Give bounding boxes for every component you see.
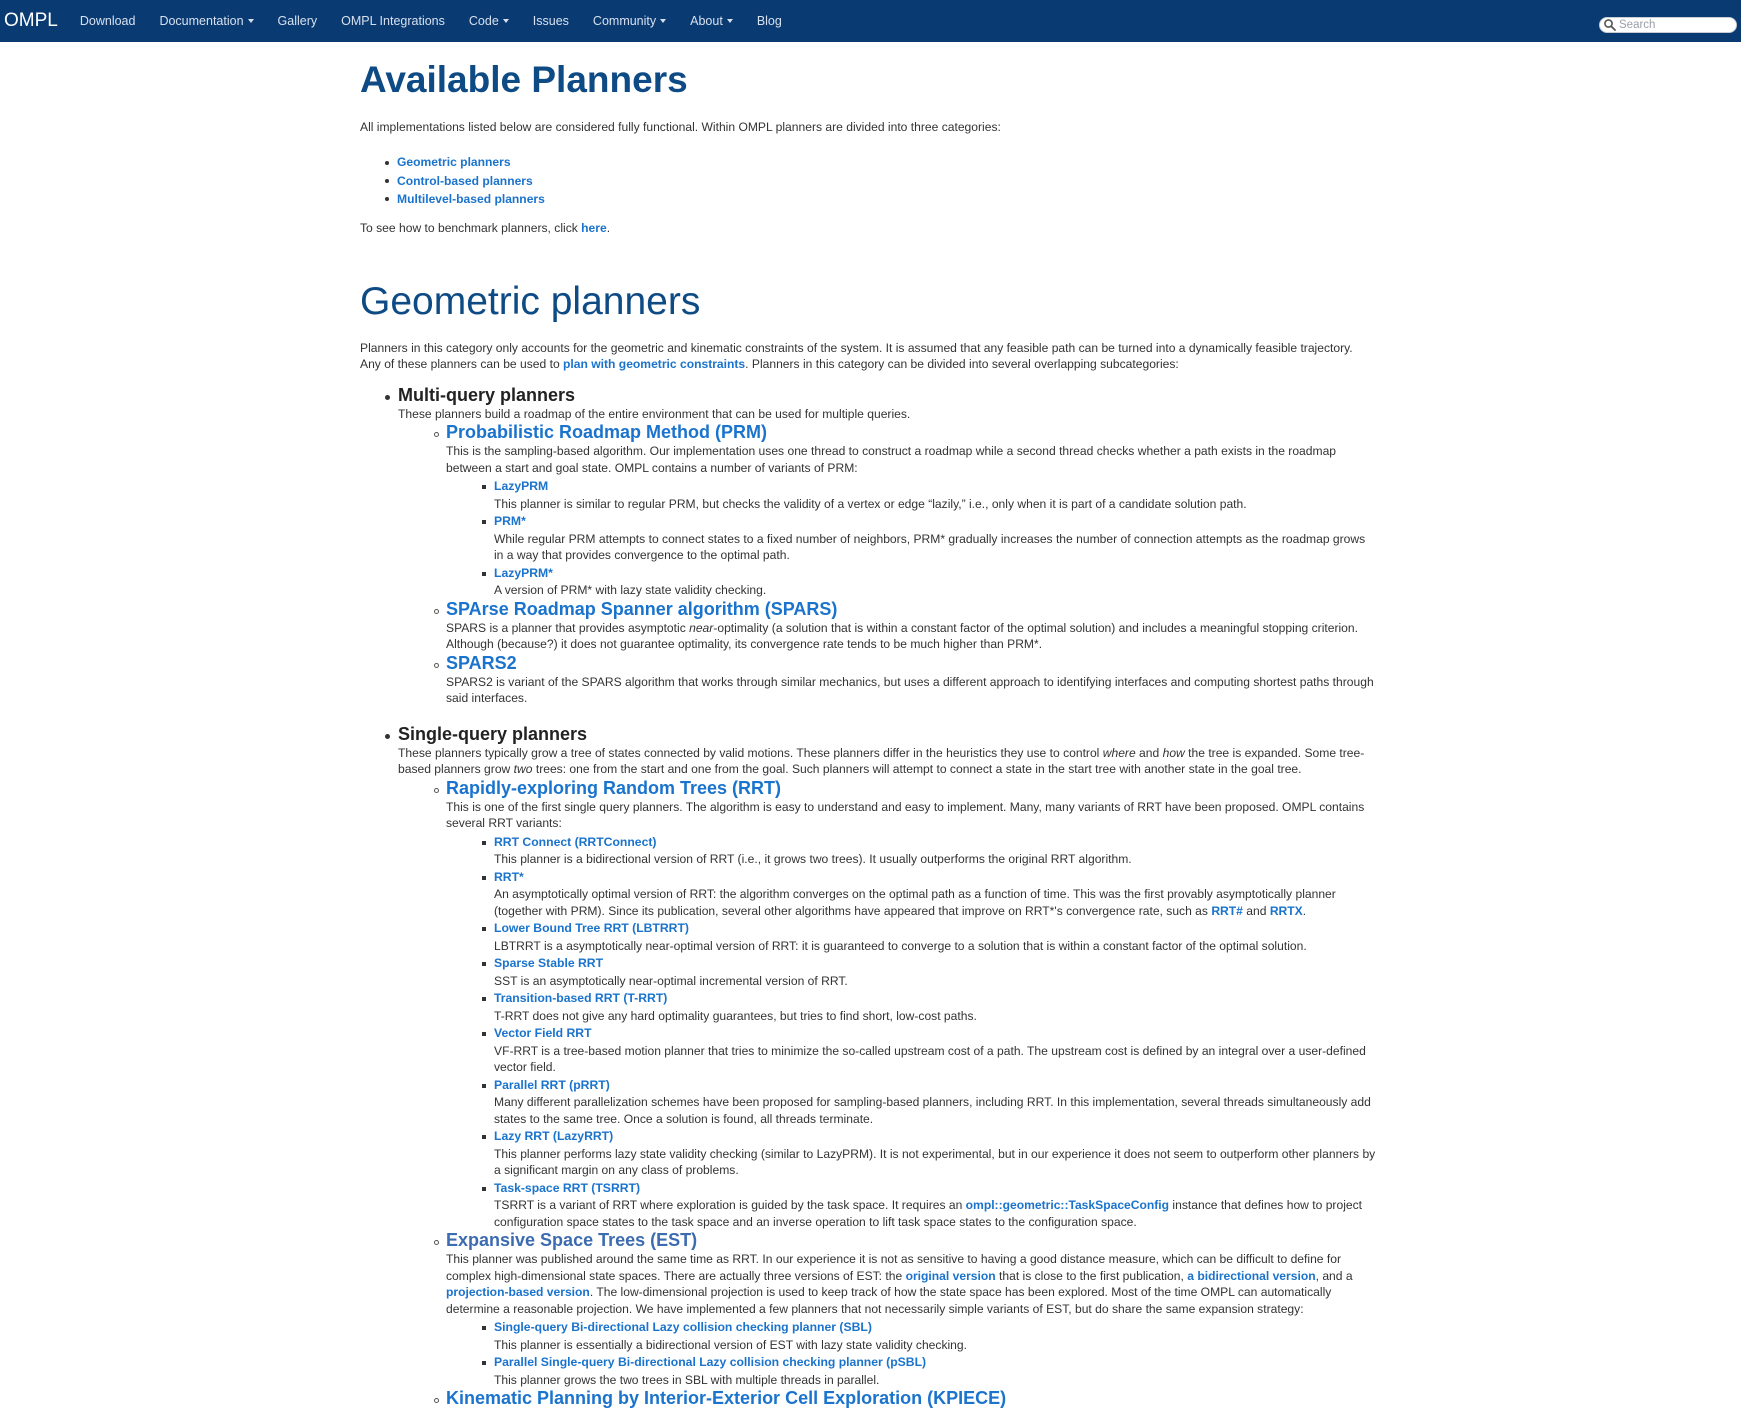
desc-emphasis: where	[1102, 745, 1136, 760]
bullet	[385, 161, 389, 165]
lazyprmstar-link[interactable]: LazyPRM*	[494, 565, 553, 580]
rrtx-link[interactable]: RRTX	[1269, 903, 1303, 918]
circle-bullet	[434, 432, 439, 437]
toc-item	[385, 172, 1376, 190]
square-bullet	[482, 841, 486, 845]
planner-spars2	[434, 653, 1376, 707]
bullet	[385, 197, 389, 201]
desc-emphasis: how	[1162, 745, 1185, 760]
nav-label: Gallery	[277, 14, 318, 28]
rrtsharp-link[interactable]: RRT#	[1211, 903, 1243, 918]
nav-label: About	[690, 14, 723, 28]
planner-spars	[434, 599, 1376, 653]
bullet	[385, 179, 389, 183]
square-bullet	[482, 1135, 486, 1139]
variant-desc: This planner is a bidirectional version of RRT (i.e., it grows two trees). It usually outperforms the original RRT algorithm.	[494, 852, 1132, 867]
geometric-desc	[360, 340, 1376, 373]
toc-link-geometric[interactable]: Geometric planners	[397, 155, 511, 170]
nav-issues[interactable]	[533, 14, 569, 28]
variant-desc: LBTRRT is a asymptotically near-optimal version of RRT: it is guaranteed to converge to a solution that is within a constant factor of the optimal solution.	[494, 938, 1307, 953]
desc-text: These planners typically grow a tree of states connected by valid motions. These planners differ in the heuristics they use to control	[398, 745, 1103, 760]
benchmark-text	[360, 220, 1376, 237]
variant-vfrrt	[482, 1025, 1376, 1076]
est-desc	[446, 1251, 1376, 1317]
square-bullet	[482, 572, 486, 576]
desc-text: and	[1242, 903, 1270, 918]
variant-desc: Many different parallelization schemes have been proposed for sampling-based planners, including RRT. In this implementation, several threads simultaneously add states to the same tree. Once a solution is found, all threads terminate.	[494, 1095, 1371, 1126]
variant-prrt	[482, 1077, 1376, 1128]
square-bullet	[482, 1361, 486, 1365]
lazyrrt-link[interactable]: Lazy RRT (LazyRRT)	[494, 1129, 614, 1144]
intro-text: All implementations listed below are considered fully functional. Within OMPL planners are divided into three categories:	[360, 120, 1001, 134]
psbl-link[interactable]: Parallel Single-query Bi-directional Lazy collision checking planner (pSBL)	[494, 1355, 927, 1370]
desc-text: This planner was published around the same time as RRT. In our experience it is not as sensitive to having a good distance measure, which can be difficult to define for complex high-dimensional state spaces. There are actually three versions of EST: the	[446, 1252, 1341, 1283]
variant-desc: This planner performs lazy state validity checking (similar to LazyPRM). It is not experimental, but in our experience it does not seem to outperform other planners by a significant margin on any class of problems.	[494, 1146, 1376, 1178]
rrt-link[interactable]: Rapidly-exploring Random Trees (RRT)	[446, 777, 782, 798]
caret-down-icon	[248, 19, 254, 23]
desc-text: that is close to the first publication,	[995, 1268, 1188, 1283]
variant-desc: This planner grows the two trees in SBL with multiple threads in parallel.	[494, 1372, 880, 1387]
planner-rrt	[434, 778, 1376, 1231]
benchmark-prefix: To see how to benchmark planners, click	[360, 221, 582, 236]
desc-emphasis: two	[513, 762, 533, 777]
page-title: Available Planners	[360, 59, 688, 100]
benchmark-link[interactable]: here	[581, 221, 607, 236]
variant-sst	[482, 955, 1376, 989]
rrtconnect-link[interactable]: RRT Connect (RRTConnect)	[494, 834, 657, 849]
desc-text: An asymptotically optimal version of RRT: the algorithm converges on the optimal path as a function of time. This was the first provably asymptotically planner (together with PRM). Since its publication, several other algorithms have appeared that improve on RRT*'s convergence rate, such as	[494, 887, 1336, 918]
square-bullet	[482, 927, 486, 931]
desc-text: SPARS is a planner that provides asymptotic	[446, 620, 690, 635]
square-bullet	[482, 485, 486, 489]
desc-text: Planners in this category only accounts for the geometric and kinematic constraints of the system. It is assumed that any feasible path can be turned into a dynamically feasible trajectory. Any of these planners can be used to	[360, 340, 1353, 372]
lazyprm-link[interactable]: LazyPRM	[494, 479, 549, 494]
circle-bullet	[434, 1240, 439, 1245]
bullet	[385, 395, 390, 400]
desc-text: . The low-dimensional projection is used to keep track of how the state space has been explored. Most of the time OMPL can automatically determine a reasonable projection. We have implemented a few planners that not necessarily simple variants of EST, but do share the same expansion strategy:	[446, 1285, 1332, 1316]
est-projection-link[interactable]: projection-based version	[446, 1285, 590, 1300]
square-bullet	[482, 1032, 486, 1036]
prrt-link[interactable]: Parallel RRT (pRRT)	[494, 1077, 610, 1092]
variant-desc: T-RRT does not give any hard optimality guarantees, but tries to find short, low-cost paths.	[494, 1008, 977, 1023]
nav-label: Blog	[756, 14, 782, 28]
variant-desc: VF-RRT is a tree-based motion planner that tries to minimize the so-called upstream cost of a path. The upstream cost is defined by an integral over a user-defined vector field.	[494, 1043, 1366, 1075]
toc-list	[385, 154, 1376, 209]
variant-desc: This planner is essentially a bidirectional version of EST with lazy state validity checking.	[494, 1337, 967, 1352]
variant-psbl	[482, 1354, 1376, 1388]
desc-text: TSRRT is a variant of RRT where exploration is guided by the task space. It requires an	[494, 1198, 966, 1213]
circle-bullet	[434, 663, 439, 668]
multi-query-desc: These planners build a roadmap of the entire environment that can be used for multiple queries.	[398, 406, 911, 421]
variant-lbtrrt	[482, 920, 1376, 954]
toc-item	[385, 154, 1376, 172]
nav-download[interactable]	[80, 14, 136, 28]
spars2-desc: SPARS2 is variant of the SPARS algorithm that works through similar mechanics, but uses a different approach to identifying interfaces and computing shortest paths through said interfaces.	[446, 674, 1374, 706]
square-bullet	[482, 962, 486, 966]
nav-integrations[interactable]	[341, 14, 445, 28]
est-link[interactable]: Expansive Space Trees (EST)	[446, 1230, 698, 1251]
nav-label: Download	[79, 14, 136, 28]
nav-label: OMPL Integrations	[341, 14, 445, 28]
square-bullet	[482, 1187, 486, 1191]
variant-tsrrt	[482, 1180, 1376, 1231]
desc-text: and	[1135, 745, 1163, 760]
search-input[interactable]	[1617, 19, 1731, 31]
single-query-desc	[398, 745, 1376, 778]
desc-text: the tree is expanded. Some tree-based planners grow	[398, 745, 1365, 777]
single-query-category	[385, 724, 1376, 1409]
nav-community[interactable]	[593, 14, 666, 28]
rrt-desc: This is one of the first single query planners. The algorithm is easy to understand and easy to implement. Many, many variants of RRT have been proposed. OMPL contains several RRT variants:	[446, 799, 1365, 831]
benchmark-suffix: .	[606, 221, 611, 236]
spars2-link[interactable]: SPARS2	[446, 652, 517, 673]
tsrrt-link[interactable]: Task-space RRT (TSRRT)	[494, 1180, 641, 1195]
toc-item	[385, 190, 1376, 208]
variant-desc: A version of PRM* with lazy state validity checking.	[494, 583, 767, 598]
geometric-constraints-link[interactable]: plan with geometric constraints	[563, 357, 746, 372]
variant-sbl	[482, 1319, 1376, 1353]
square-bullet	[482, 997, 486, 1001]
kpiece-link[interactable]: Kinematic Planning by Interior-Exterior Cell Exploration (KPIECE)	[446, 1388, 1007, 1409]
single-query-title: Single-query planners	[398, 723, 588, 744]
trrt-link[interactable]: Transition-based RRT (T-RRT)	[494, 991, 668, 1006]
top-navbar	[0, 0, 1741, 42]
desc-emphasis: near	[689, 620, 714, 635]
desc-text: , and a	[1315, 1268, 1353, 1283]
planner-prm	[434, 422, 1376, 599]
multi-query-title: Multi-query planners	[398, 384, 576, 405]
variant-desc	[494, 1197, 1376, 1230]
spars-desc	[446, 620, 1376, 653]
variant-desc	[494, 886, 1376, 919]
variant-desc: This planner is similar to regular PRM, but checks the validity of a vertex or edge “lazily,” i.e., only when it is part of a candidate solution path.	[494, 496, 1247, 511]
variant-lazyprm	[482, 478, 1376, 512]
main-content	[360, 42, 1376, 1409]
lbtrrt-link[interactable]: Lower Bound Tree RRT (LBTRRT)	[494, 921, 689, 936]
nav-about[interactable]	[690, 14, 733, 28]
nav-label: Issues	[532, 14, 569, 28]
bullet	[385, 734, 390, 739]
nav-menu	[68, 14, 794, 28]
caret-down-icon	[727, 19, 733, 23]
variant-lazyprmstar	[482, 565, 1376, 599]
variant-lazyrrt	[482, 1128, 1376, 1179]
nav-blog[interactable]	[757, 14, 782, 28]
caret-down-icon	[660, 19, 666, 23]
prm-desc: This is the sampling-based algorithm. Our implementation uses one thread to construct a roadmap while a second thread checks whether a path exists in the roadmap between a start and goal state. OMPL contains a number of variants of PRM:	[446, 444, 1337, 475]
nav-gallery[interactable]	[278, 14, 318, 28]
nav-label: Documentation	[159, 14, 244, 28]
desc-text: .	[1302, 903, 1307, 918]
variant-trrt	[482, 990, 1376, 1024]
prmstar-link[interactable]: PRM*	[494, 514, 526, 529]
caret-down-icon	[503, 19, 509, 23]
square-bullet	[482, 520, 486, 524]
est-original-link[interactable]: original version	[905, 1268, 996, 1283]
circle-bullet	[434, 1398, 439, 1403]
brand-link[interactable]: OMPL	[4, 10, 58, 31]
taskspaceconfig-link[interactable]: ompl::geometric::TaskSpaceConfig	[965, 1198, 1170, 1213]
desc-text: . Planners in this category can be divided into several overlapping subcategories:	[745, 357, 1179, 372]
desc-text: instance that defines how to project configuration space states to the task space and an inverse operation to lift task space states to the configuration space.	[494, 1198, 1363, 1229]
variant-rrtstar	[482, 869, 1376, 920]
square-bullet	[482, 1084, 486, 1088]
nav-documentation[interactable]	[159, 14, 253, 28]
sst-link[interactable]: Sparse Stable RRT	[494, 956, 604, 971]
square-bullet	[482, 876, 486, 880]
search-box	[1599, 17, 1737, 33]
sbl-link[interactable]: Single-query Bi-directional Lazy collision checking planner (SBL)	[494, 1320, 872, 1335]
geometric-section-title: Geometric planners	[360, 279, 701, 323]
multi-query-category	[385, 385, 1376, 707]
planner-est	[434, 1230, 1376, 1388]
prm-link[interactable]: Probabilistic Roadmap Method (PRM)	[446, 422, 768, 443]
nav-code[interactable]	[469, 14, 509, 28]
variant-desc: While regular PRM attempts to connect states to a fixed number of neighbors, PRM* gradually increases the number of connection attempts as the roadmap grows in a way that provides convergence to the optimal path.	[494, 531, 1366, 563]
variant-rrtconnect	[482, 834, 1376, 868]
nav-label: Code	[468, 14, 499, 28]
circle-bullet	[434, 788, 439, 793]
toc-link-multilevel[interactable]: Multilevel-based planners	[397, 191, 545, 206]
planner-kpiece	[434, 1388, 1376, 1409]
desc-text: trees: one from the start and one from the goal. Such planners will attempt to connect a state in the start tree with another state in the goal tree.	[532, 762, 1302, 777]
desc-text: -optimality (a solution that is within a constant factor of the optimal solution) and includes a meaningful stopping criterion. Although (because?) it does not guarantee optimality, its convergence rate tends to be much higher than PRM*.	[446, 620, 1358, 652]
nav-label: Community	[592, 14, 657, 28]
spars-link[interactable]: SPArse Roadmap Spanner algorithm (SPARS)	[446, 598, 838, 619]
toc-link-control[interactable]: Control-based planners	[397, 173, 533, 188]
rrtstar-link[interactable]: RRT*	[494, 869, 524, 884]
circle-bullet	[434, 609, 439, 614]
square-bullet	[482, 1326, 486, 1330]
est-bidirectional-link[interactable]: a bidirectional version	[1187, 1268, 1316, 1283]
search-icon	[1603, 18, 1617, 32]
vfrrt-link[interactable]: Vector Field RRT	[494, 1026, 592, 1041]
variant-desc: SST is an asymptotically near-optimal incremental version of RRT.	[494, 973, 848, 988]
variant-prmstar	[482, 513, 1376, 564]
